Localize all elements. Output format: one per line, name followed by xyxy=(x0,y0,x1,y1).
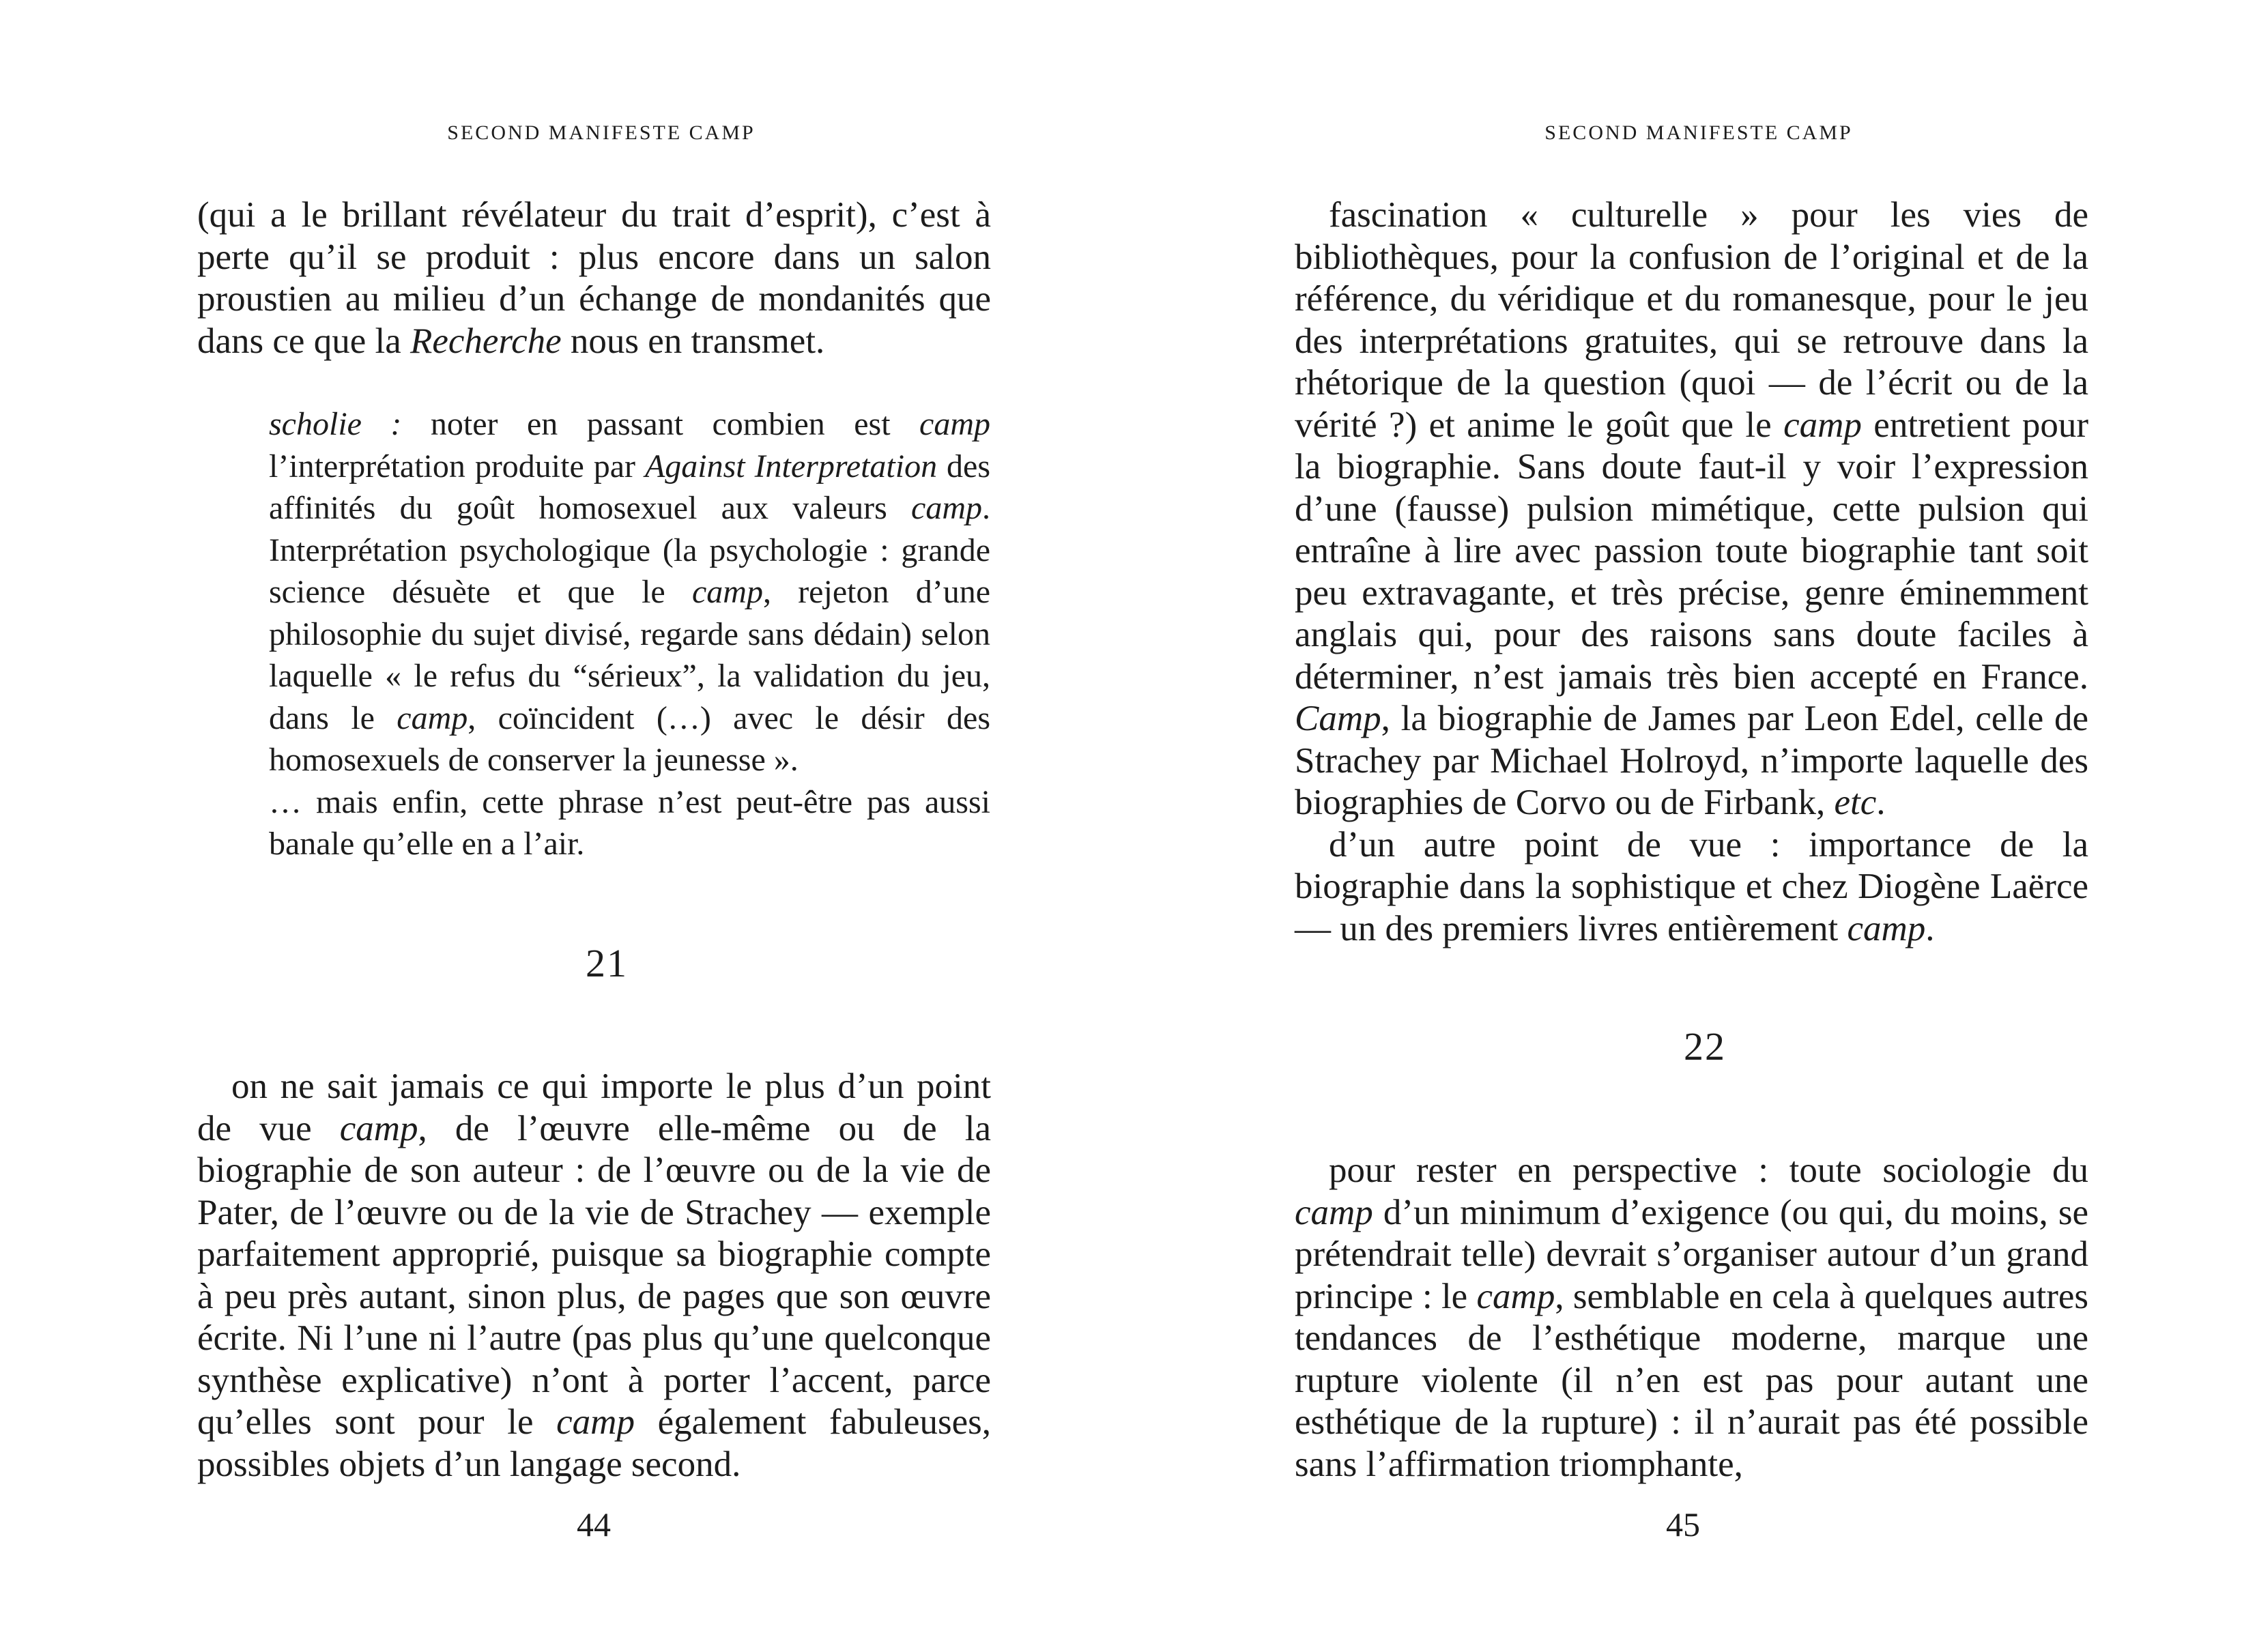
section-21-paragraph: on ne sait jamais ce qui importe le plus d’un point de vue camp, de l’œuvre elle-même ou de la biographie de son auteur : de l’œuvre ou de la vie de Pater, de l’œuvre ou de la vie de Strachey — exemple parfaitement approprié, puisque sa biographie compte à peu près autant, sinon plus, de pages que son œuvre écrite. Ni l’une ni l’autre (pas plus qu’une quelconque synthèse explicative) n’ont à porter l’accent, parce qu’elles sont pour le camp également fabuleuses, possibles objets d’un langage second. xyxy=(197,1067,991,1484)
scholie-afterthought: … mais enfin, cette phrase n’est peut-être pas aussi banale qu’elle en a l’air. xyxy=(269,783,990,862)
running-head: SECOND MANIFESTE CAMP xyxy=(1544,121,1853,144)
section-number: 22 xyxy=(1684,1024,1726,1069)
paragraph-continued: fascination « culturelle » pour les vies de bibliothèques, pour la confusion de l’original et de la référence, du véridique et du romanesque, pour le jeu des interprétations gratuites, qui se retrouve dans la rhétorique de la question (quoi — de l’écrit ou de la vérité ?) et anime le goût que le camp entretient pour la biographie. Sans doute faut-il y voir l’expression d’une (fausse) pulsion mimétique, cette pulsion qui entraîne à lire avec passion toute biographie tant soit peu extravagante, et très précise, genre éminemment anglais qui, pour des raisons sans doute faciles à déterminer, n’est jamais très bien accepté en France. Camp, la biographie de James par Leon Edel, celle de Strachey par Michael Holroyd, n’importe laquelle des biographies de Corvo ou de Firbank, etc. d’un autre point de vue : importance de la biographie dans la sophistique et chez Diogène Laërce — un des premiers livres entièrement camp. xyxy=(1295,195,2088,948)
paragraph-continued: (qui a le brillant révélateur du trait d’esprit), c’est à perte qu’il se produit : plus encore dans un salon proustien au milieu d’un échange de mondanités que dans ce que la Recherche nous en transmet. xyxy=(197,195,991,361)
section-number: 21 xyxy=(586,941,628,985)
right-page xyxy=(1128,0,2257,1652)
section-22-paragraph: pour rester en perspective : toute sociologie du camp d’un minimum d’exigence (ou qui, du moins, se prétendrait telle) devrait s’organiser autour d’un grand principe : le camp, semblable en cela à quelques autres tendances de l’esthétique moderne, marque une rupture violente (il n’en est pas pour autant une esthétique de la rupture) : il n’aurait pas été possible sans l’affirmation triomphante, xyxy=(1295,1150,2089,1484)
left-page xyxy=(0,0,1128,1652)
running-head: SECOND MANIFESTE CAMP xyxy=(447,121,756,144)
scholie-label: scholie : xyxy=(269,406,402,442)
page-number: 44 xyxy=(577,1505,611,1544)
page-number: 45 xyxy=(1666,1505,1700,1544)
scholie-note: scholie : noter en passant combien est camp l’interprétation produite par Against Interpretation des affinités du goût homosexuel aux valeurs camp. Interprétation psychologique (la psychologie : grande science désuète et que le camp, rejeton d’une philosophie du sujet divisé, regarde sans dédain) selon laquelle « le refus du “sérieux”, la validation du jeu, dans le camp, coïncident (…) avec le désir des homosexuels de conserver la jeunesse ». … mais enfin, cette phrase n’est peut-être pas aussi banale qu’elle en a l’air. xyxy=(269,403,990,865)
